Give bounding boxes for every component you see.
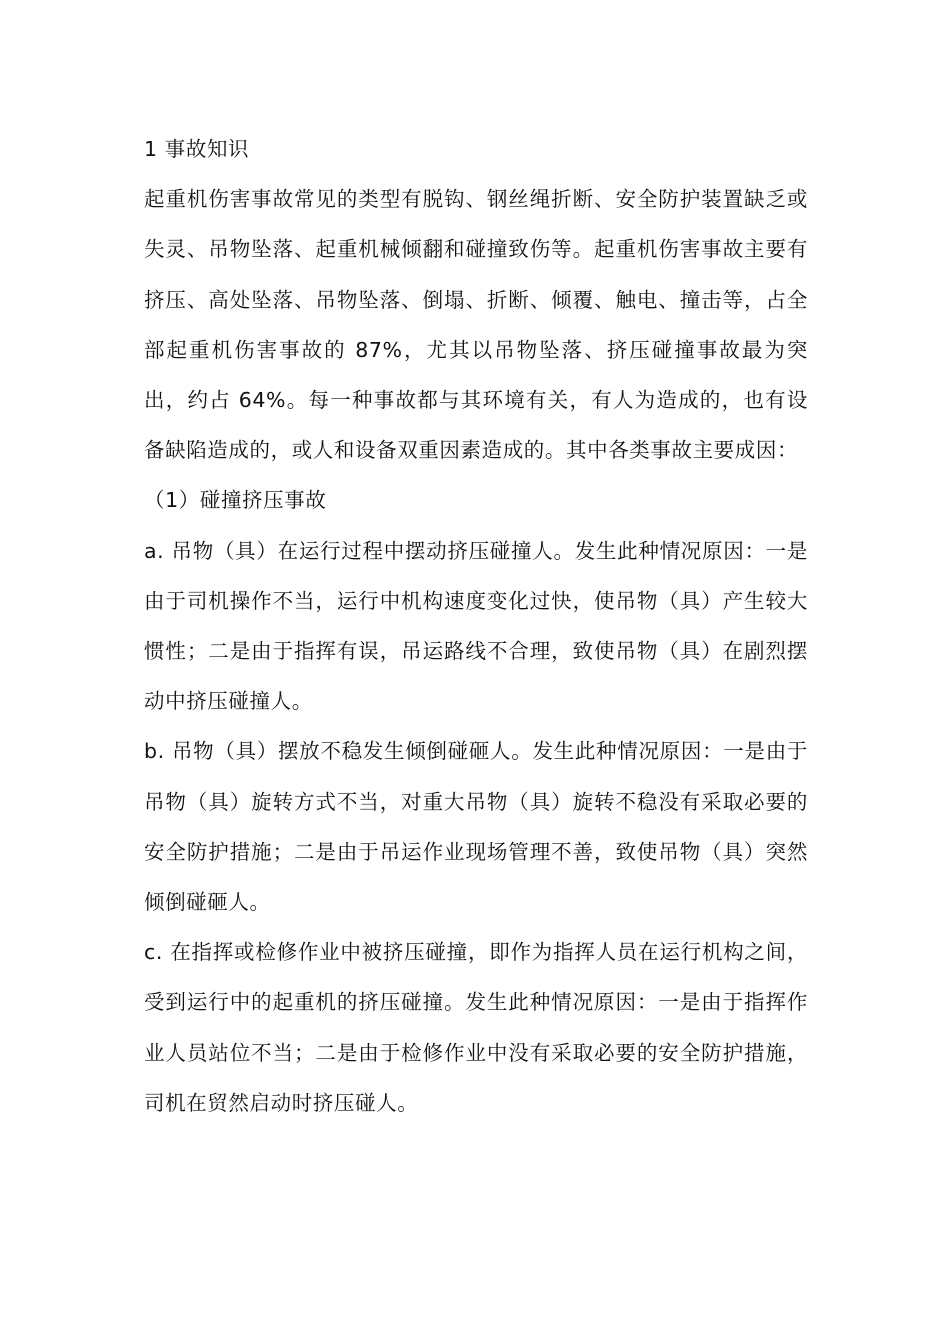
paragraph-item-a: a. 吊物（具）在运行过程中摆动挤压碰撞人。发生此种情况原因：一是由于司机操作不当，运行中机构速度变化过快，使吊物（具）产生较大惯性；二是由于指挥有误，吊运路线不合理，致使吊物（具）在剧烈摆动中挤压碰撞人。	[144, 538, 808, 714]
paragraph-item-c: c. 在指挥或检修作业中被挤压碰撞，即作为指挥人员在运行机构之间，受到运行中的起重机的挤压碰撞。发生此种情况原因：一是由于指挥作业人员站位不当；二是由于检修作业中没有采取必要的安全防护措施，司机在贸然启动时挤压碰人。	[144, 940, 808, 1115]
section-title: 1 事故知识	[144, 137, 250, 161]
document-body	[144, 124, 808, 1128]
subsection-title: （1）碰撞挤压事故	[144, 488, 327, 513]
paragraph-item-b: b. 吊物（具）摆放不稳发生倾倒碰砸人。发生此种情况原因：一是由于吊物（具）旋转方式不当，对重大吊物（具）旋转不稳没有采取必要的安全防护措施；二是由于吊运作业现场管理不善，致使吊物（具）突然倾倒碰砸人。	[144, 739, 808, 915]
paragraph-intro: 起重机伤害事故常见的类型有脱钩、钢丝绳折断、安全防护装置缺乏或失灵、吊物坠落、起重机械倾翻和碰撞致伤等。起重机伤害事故主要有挤压、高处坠落、吊物坠落、倒塌、折断、倾覆、触电、撞击等，占全部起重机伤害事故的 87%，尤其以吊物坠落、挤压碰撞事故最为突出，约占 64%。每一种事故都与其环境有关，有人为造成的，也有设备缺陷造成的，或人和设备双重因素造成的。其中各类事故主要成因：	[144, 187, 808, 463]
